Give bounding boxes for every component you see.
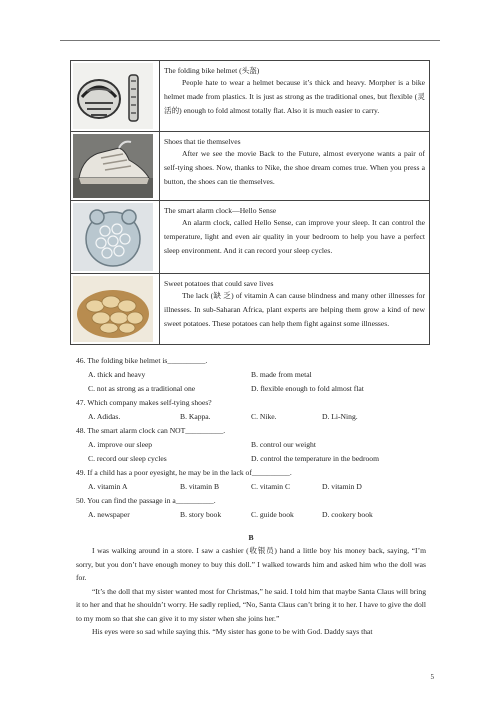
sweet-potatoes-image: [73, 276, 153, 342]
self-tying-shoe-image: [73, 134, 153, 198]
paragraph: I was walking around in a store. I saw a cashier (收银员) hand a little boy his money back, saying, “I’m sorry, but you don’t have enough money to buy this doll.” I walked towards him and asked him who the doll was for.: [76, 546, 426, 582]
option-c: C. guide book: [251, 510, 294, 519]
item-row-alarm-clock: [71, 201, 430, 274]
option-d: D. vitamin D: [322, 482, 362, 491]
page-number: 5: [430, 673, 434, 681]
item-row-helmet: [71, 61, 430, 132]
option-a: A. vitamin A: [88, 482, 128, 491]
question-stem: 50. You can find the passage in a__________.: [76, 496, 216, 505]
option-a: A. thick and heavy: [88, 370, 146, 379]
item-row-sweet-potatoes: [71, 274, 430, 345]
option-b: B. control our weight: [251, 440, 316, 449]
option-a: A. Adidas.: [88, 412, 121, 421]
question-48: [76, 424, 436, 466]
option-c: C. not as strong as a traditional one: [88, 384, 196, 393]
question-stem: 48. The smart alarm clock can NOT__________.: [76, 426, 226, 435]
image-cell: [71, 132, 160, 201]
option-d: D. cookery book: [322, 510, 373, 519]
option-c: C. record our sleep cycles: [88, 454, 167, 463]
folding-helmet-image: [73, 63, 153, 129]
option-d: D. Li-Ning.: [322, 412, 358, 421]
header-rule: [60, 40, 440, 41]
item-text-cell: [160, 274, 430, 345]
image-cell: [71, 61, 160, 132]
question-stem: 47. Which company makes self-tying shoes?: [76, 398, 212, 407]
options-row: [76, 508, 436, 522]
option-d: D. control the temperature in the bedroom: [251, 454, 379, 463]
item-title: The smart alarm clock—Hello Sense: [164, 206, 277, 215]
question-47: [76, 396, 436, 424]
questions-section: [76, 354, 436, 522]
item-title: Shoes that tie themselves: [164, 137, 241, 146]
option-a: A. improve our sleep: [88, 440, 153, 449]
question-46: [76, 354, 436, 396]
item-text-cell: [160, 201, 430, 274]
options-row: [76, 480, 436, 494]
product-info-table: [70, 60, 430, 345]
option-b: B. Kappa.: [180, 412, 211, 421]
item-body: People hate to wear a helmet because it’s thick and heavy. Morpher is a bike helmet made from plastics. It is just as strong as the traditional ones, but flexible (灵活的) enough to fold almost totally flat. Also it is much easier to carry.: [164, 78, 425, 115]
option-d: D. flexible enough to fold almost flat: [251, 384, 364, 393]
paragraph: “It’s the doll that my sister wanted most for Christmas,” he said. I told him that maybe Santa Claus will bring it to her and that he shouldn’t worry. He sadly replied, “No, Santa Claus can’t bring it to her. I have to give the doll to my mom so that she can give it to my sister when she joins her.”: [76, 586, 426, 623]
item-text-cell: [160, 132, 430, 201]
item-title: Sweet potatoes that could save lives: [164, 279, 274, 288]
item-text-cell: [160, 61, 430, 132]
question-stem: 49. If a child has a poor eyesight, he may be in the lack of__________.: [76, 468, 292, 477]
options-row: [76, 368, 436, 382]
item-body: An alarm clock, called Hello Sense, can improve your sleep. It can control the temperature, light and even air quality in your bedroom to help you have a perfect sleep environment. And it can record your sleep cycles.: [164, 218, 425, 255]
image-cell: [71, 201, 160, 274]
options-row: [76, 438, 436, 452]
option-c: C. Nike.: [251, 412, 277, 421]
options-row: [76, 452, 436, 466]
item-row-shoes: [71, 132, 430, 201]
question-49: [76, 466, 436, 494]
item-body: The lack (缺 乏) of vitamin A can cause blindness and many other illnesses for illnesses. In sub-Saharan Africa, plant experts are helping them grow a kind of new sweet potatoes. These potatoes can help them fight against some illnesses.: [164, 291, 425, 328]
item-body: After we see the movie Back to the Future, almost everyone wants a pair of self-tying shoes. Now, thanks to Nike, the shoe dream comes true. When you press a button, the shoes can tie themselves.: [164, 149, 425, 186]
options-row: [76, 382, 436, 396]
option-b: B. made from metal: [251, 370, 312, 379]
option-b: B. story book: [180, 510, 222, 519]
reading-passage-b: [76, 532, 426, 639]
option-c: C. vitamin C: [251, 482, 291, 491]
item-title: The folding bike helmet (头盔): [164, 66, 260, 75]
options-row: [76, 410, 436, 424]
option-b: B. vitamin B: [180, 482, 220, 491]
paragraph: His eyes were so sad while saying this. “My sister has gone to be with God. Daddy says that: [92, 627, 373, 636]
option-a: A. newspaper: [88, 510, 130, 519]
alarm-clock-image: [73, 203, 153, 271]
question-50: [76, 494, 436, 522]
image-cell: [71, 274, 160, 345]
section-heading: B: [248, 533, 254, 542]
question-stem: 46. The folding bike helmet is__________.: [76, 356, 208, 365]
